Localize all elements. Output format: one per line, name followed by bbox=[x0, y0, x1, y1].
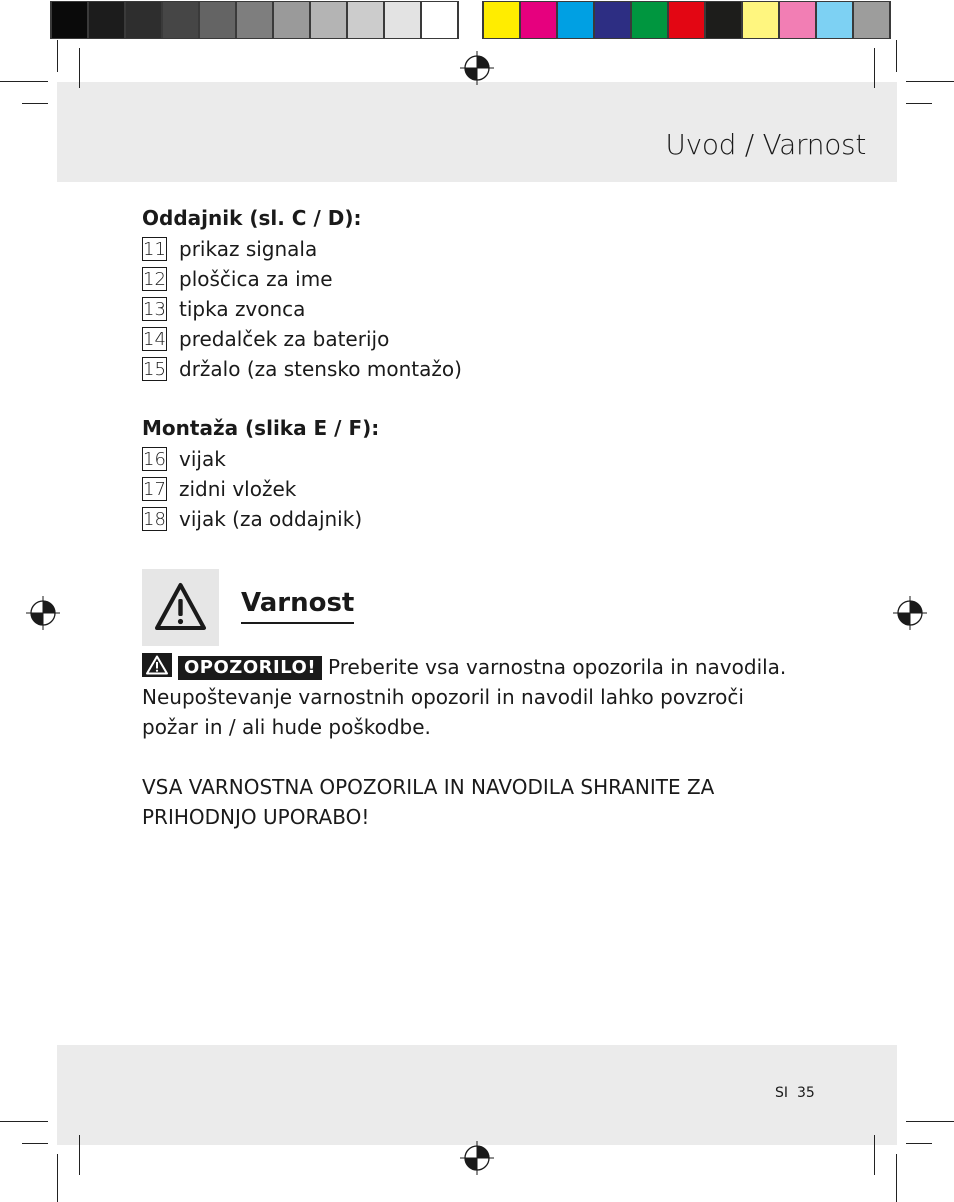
crop-mark bbox=[896, 40, 897, 72]
gray-swatch bbox=[237, 2, 272, 38]
footer-language: SI bbox=[775, 1085, 789, 1101]
part-number: 16 bbox=[143, 449, 166, 470]
crop-mark bbox=[57, 1154, 58, 1202]
page-number: 35 bbox=[797, 1085, 815, 1101]
part-label: predalček za baterijo bbox=[179, 327, 390, 351]
part-number: 13 bbox=[143, 299, 166, 320]
gray-swatch bbox=[385, 2, 420, 38]
list-item bbox=[142, 474, 362, 504]
list-item bbox=[142, 264, 462, 294]
grayscale-bar bbox=[50, 1, 459, 39]
crop-mark bbox=[874, 1135, 875, 1175]
page-title: Uvod / Varnost bbox=[665, 128, 866, 161]
gray-swatch bbox=[163, 2, 198, 38]
part-label: zidni vložek bbox=[179, 477, 297, 501]
part-number: 14 bbox=[143, 329, 166, 350]
mounting-heading: Montaža (slika E / F): bbox=[142, 416, 380, 440]
crop-mark bbox=[906, 81, 954, 82]
color-swatch bbox=[669, 2, 704, 38]
crop-mark bbox=[22, 103, 48, 104]
gray-swatch bbox=[422, 2, 457, 38]
color-swatch bbox=[706, 2, 741, 38]
color-swatch bbox=[743, 2, 778, 38]
registration-mark-icon bbox=[893, 596, 927, 630]
warning-paragraph bbox=[142, 652, 802, 742]
color-bar bbox=[482, 1, 891, 39]
crop-mark bbox=[22, 1143, 48, 1144]
part-number: 18 bbox=[143, 509, 166, 530]
color-swatch bbox=[854, 2, 889, 38]
crop-mark bbox=[57, 40, 58, 72]
list-item bbox=[142, 234, 462, 264]
color-swatch bbox=[780, 2, 815, 38]
registration-mark-icon bbox=[460, 51, 494, 85]
gray-swatch bbox=[200, 2, 235, 38]
gray-swatch bbox=[89, 2, 124, 38]
gray-swatch bbox=[52, 2, 87, 38]
gray-swatch bbox=[274, 2, 309, 38]
part-label: vijak (za oddajnik) bbox=[179, 507, 363, 531]
crop-mark bbox=[906, 103, 932, 104]
color-swatch bbox=[817, 2, 852, 38]
transmitter-heading: Oddajnik (sl. C / D): bbox=[142, 206, 362, 230]
transmitter-parts-list bbox=[142, 234, 462, 384]
part-label: tipka zvonca bbox=[179, 297, 306, 321]
part-label: vijak bbox=[179, 447, 226, 471]
list-item bbox=[142, 444, 362, 474]
part-number: 15 bbox=[143, 359, 166, 380]
color-swatch bbox=[558, 2, 593, 38]
color-swatch bbox=[632, 2, 667, 38]
part-number: 17 bbox=[143, 479, 166, 500]
section-title: Varnost bbox=[241, 588, 354, 624]
safety-notice: VSA VARNOSTNA OPOZORILA IN NAVODILA SHRANITE ZA PRIHODNJO UPORABO! bbox=[142, 775, 715, 829]
part-label: prikaz signala bbox=[179, 237, 318, 261]
warning-label: OPOZORILO! bbox=[178, 656, 322, 680]
crop-mark bbox=[0, 81, 48, 82]
warning-triangle-icon bbox=[142, 569, 219, 646]
part-number: 11 bbox=[143, 239, 166, 260]
crop-mark bbox=[0, 1121, 48, 1122]
footer-band bbox=[57, 1045, 897, 1145]
color-swatch bbox=[521, 2, 556, 38]
registration-mark-icon bbox=[460, 1141, 494, 1175]
gray-swatch bbox=[348, 2, 383, 38]
gray-swatch bbox=[311, 2, 346, 38]
crop-mark bbox=[874, 48, 875, 88]
crop-mark bbox=[906, 1143, 932, 1144]
list-item bbox=[142, 324, 462, 354]
crop-mark bbox=[896, 1154, 897, 1202]
crop-mark bbox=[79, 1135, 80, 1175]
warning-text: Preberite vsa varnostna opozorila in navodila. Neupoštevanje varnostnih opozoril in navodil lahko povzroči požar in / ali hude poškodbe. bbox=[142, 655, 787, 739]
list-item bbox=[142, 504, 362, 534]
warning-badge-icon bbox=[142, 653, 172, 677]
part-label: ploščica za ime bbox=[179, 267, 333, 291]
mounting-parts-list bbox=[142, 444, 362, 534]
crop-mark bbox=[79, 48, 80, 88]
color-swatch bbox=[484, 2, 519, 38]
registration-mark-icon bbox=[26, 596, 60, 630]
gray-swatch bbox=[126, 2, 161, 38]
part-number: 12 bbox=[143, 269, 166, 290]
warning-icon-box bbox=[142, 569, 219, 646]
color-swatch bbox=[595, 2, 630, 38]
crop-mark bbox=[906, 1121, 954, 1122]
list-item bbox=[142, 354, 462, 384]
list-item bbox=[142, 294, 462, 324]
part-label: držalo (za stensko montažo) bbox=[179, 357, 462, 381]
